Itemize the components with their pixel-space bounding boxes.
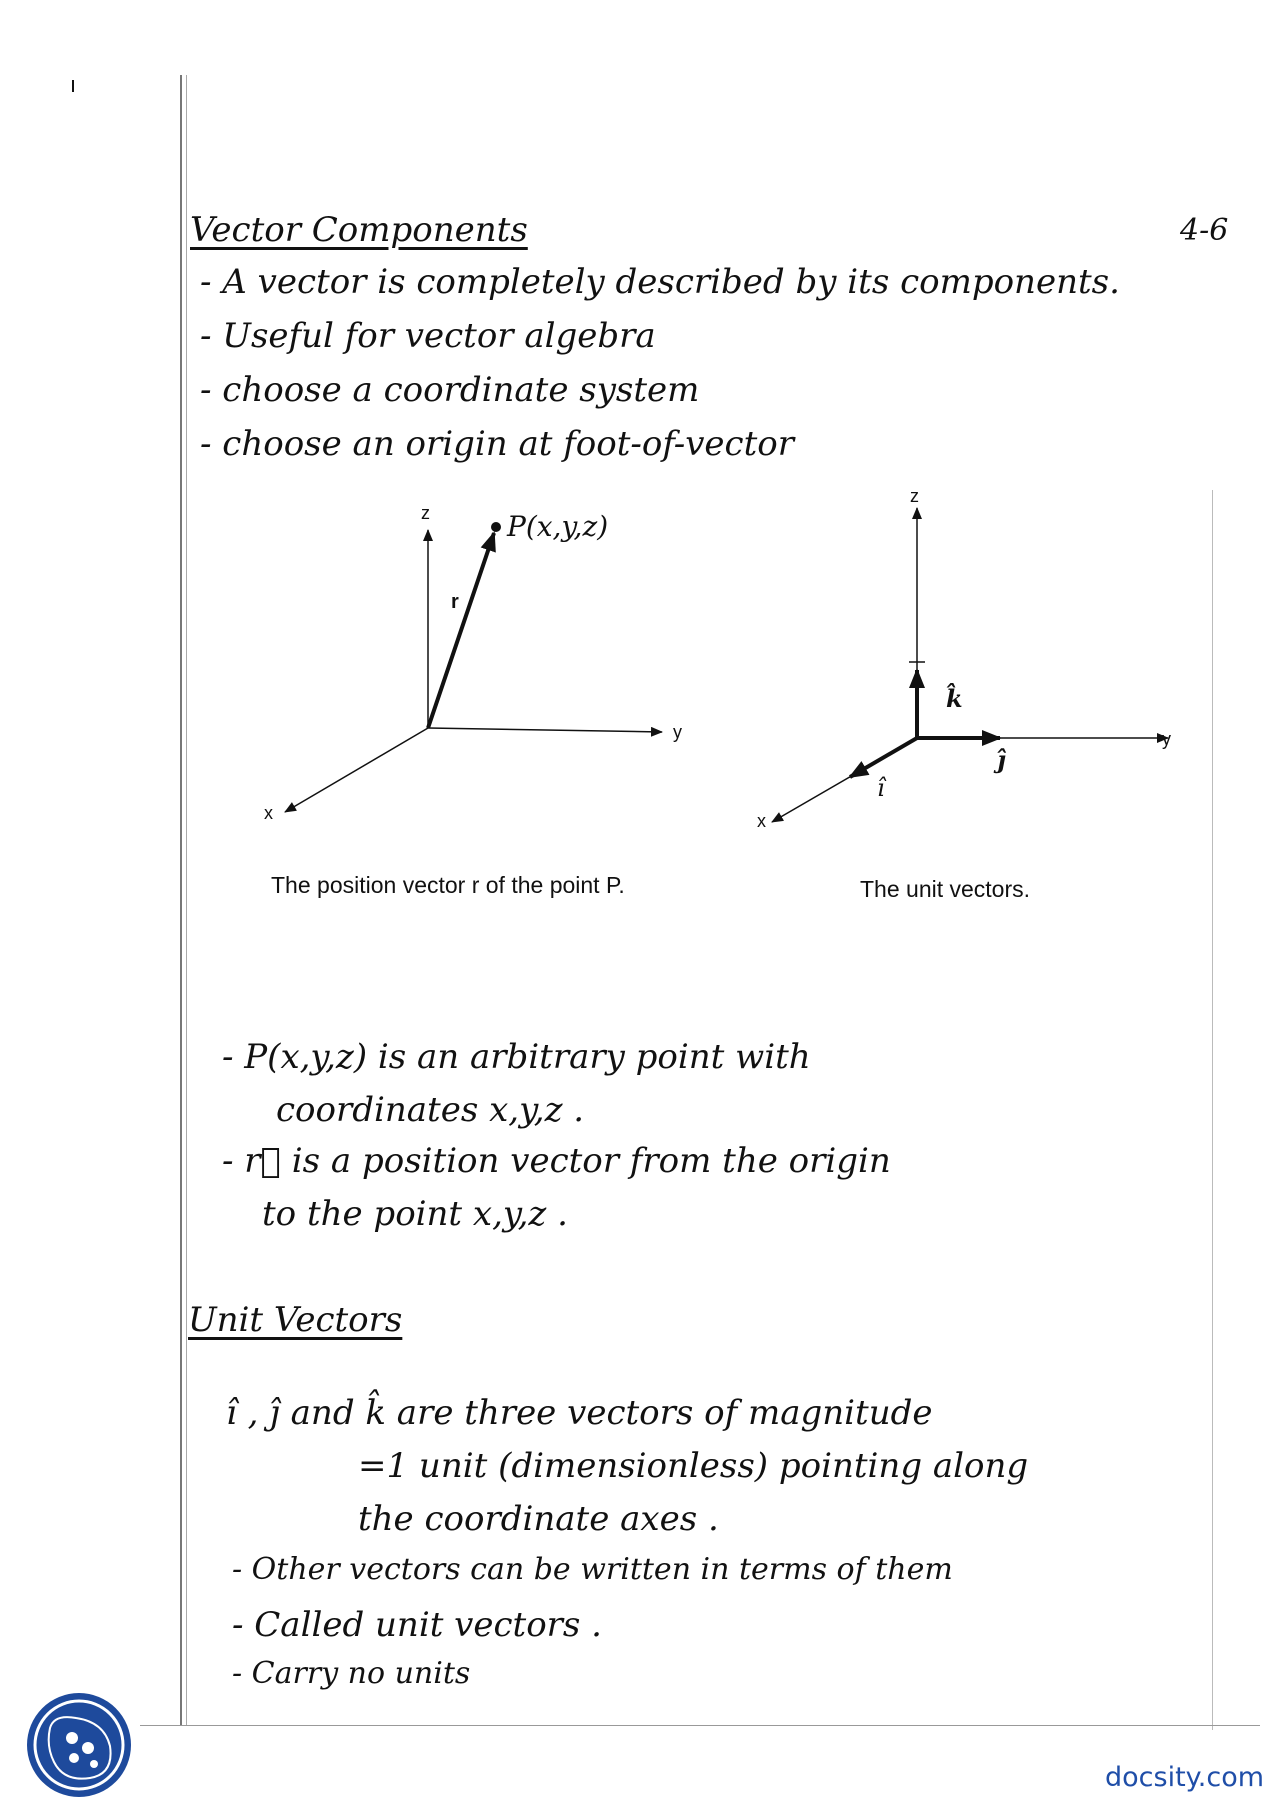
j-hat-label: ĵ — [997, 745, 1006, 774]
explain-to-point: to the point x,y,z . — [262, 1194, 568, 1234]
vector-r-label: r — [451, 591, 459, 613]
explain-arbitrary-point: - P(x,y,z) is an arbitrary point with — [222, 1037, 811, 1077]
unit-vector-i — [850, 738, 917, 777]
i-hat-label: î — [877, 774, 885, 802]
page-number: 4-6 — [1180, 213, 1229, 248]
left-x-axis — [285, 728, 428, 812]
position-vector-figure — [285, 522, 662, 812]
bullet-choose-coordinate: - choose a coordinate system — [200, 370, 700, 410]
unit-three-vectors: î , ĵ and k̂ are three vectors of magnitude — [226, 1393, 933, 1433]
docsity-logo-icon[interactable] — [24, 1690, 134, 1800]
caption-unit-vectors: The unit vectors. — [860, 876, 1031, 902]
right-x-label: x — [757, 811, 766, 831]
left-z-label: z — [421, 503, 430, 523]
bullet-completely-described: - A vector is completely described by its components. — [200, 262, 1120, 302]
left-y-label: y — [673, 722, 682, 742]
point-p — [491, 522, 501, 532]
heading-unit-vectors: Unit Vectors — [188, 1300, 403, 1340]
point-p-label: P(x,y,z) — [507, 510, 609, 543]
unit-dimensionless: =1 unit (dimensionless) pointing along — [358, 1446, 1029, 1486]
explain-position-vector: - r⃗ is a position vector from the origin — [222, 1141, 891, 1181]
bullet-choose-origin: - choose an origin at foot-of-vector — [200, 424, 794, 464]
heading-vector-components: Vector Components — [190, 210, 528, 250]
unit-carry-no-units: - Carry no units — [232, 1656, 471, 1691]
caption-position-vector: The position vector r of the point P. — [271, 872, 625, 898]
bullet-useful-algebra: - Useful for vector algebra — [200, 316, 656, 356]
unit-coordinate-axes: the coordinate axes . — [358, 1499, 719, 1539]
left-y-axis — [428, 728, 662, 732]
unit-called-unit-vectors: - Called unit vectors . — [232, 1605, 602, 1645]
k-hat-label: k̂ — [946, 684, 963, 713]
explain-coordinates: coordinates x,y,z . — [276, 1090, 585, 1130]
left-x-label: x — [264, 803, 273, 823]
right-z-label: z — [910, 486, 919, 506]
docsity-brand-link[interactable]: docsity.com — [1105, 1762, 1265, 1793]
unit-vectors-figure — [772, 508, 1168, 822]
right-y-label: y — [1162, 729, 1171, 749]
position-vector-r — [428, 533, 494, 728]
unit-other-vectors: - Other vectors can be written in terms of them — [232, 1552, 953, 1587]
